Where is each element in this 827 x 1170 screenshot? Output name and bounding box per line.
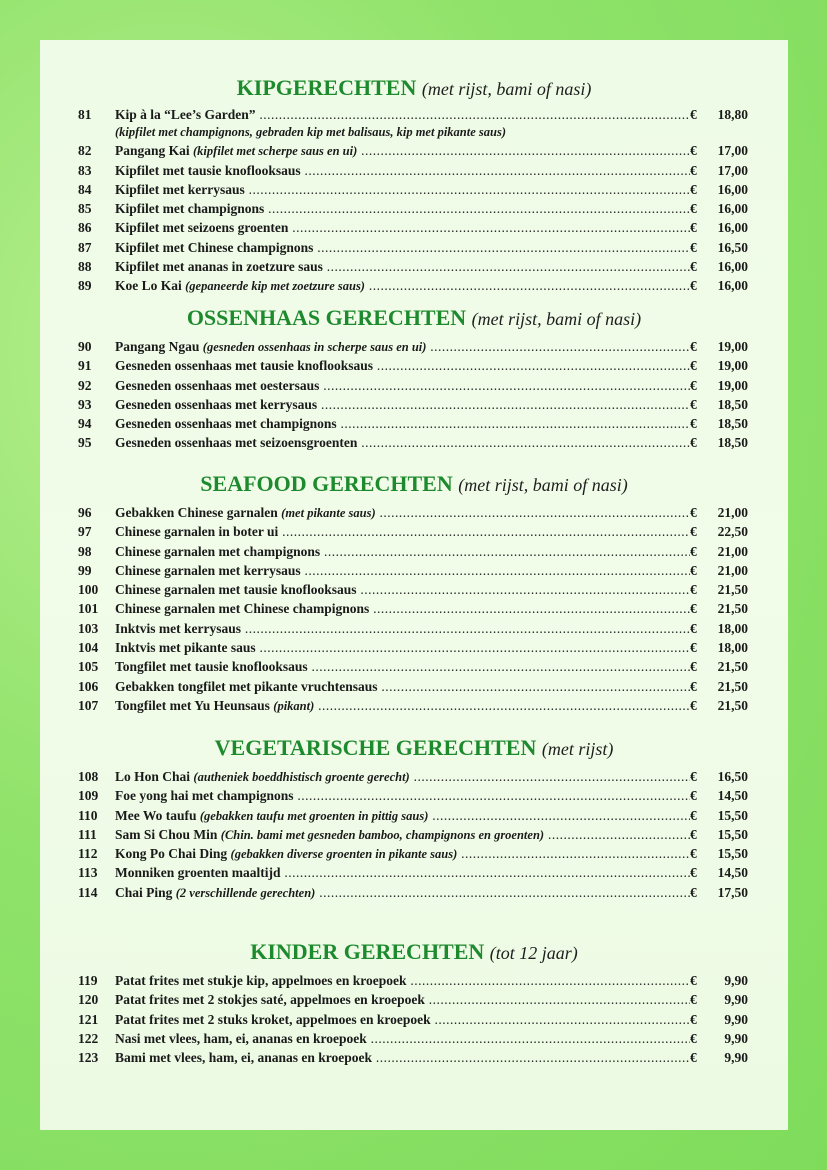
menu-item [40,376,788,395]
item-name: Nasi met vlees, ham, ei, ananas en kroepoek ..... [115,1029,690,1048]
item-price: 16,50 [717,239,748,255]
item-price: 9,90 [724,1011,748,1027]
menu-item [40,806,788,825]
item-name: Kipfilet met tausie knoflooksaus ..... [115,161,690,180]
item-number: 106 [78,678,99,694]
item-number: 122 [78,1030,99,1046]
item-number: 82 [78,143,92,159]
item-price: 21,50 [717,678,748,694]
menu-item [40,825,788,844]
item-number: 121 [78,1011,99,1027]
item-price: 14,50 [717,865,748,881]
item-price: 16,00 [717,201,748,217]
item-number: 94 [78,416,92,432]
item-price: 9,90 [724,973,748,988]
item-name: Kipfilet met Chinese champignons ..... [115,238,690,257]
currency: € [690,1030,697,1046]
currency: € [690,162,697,178]
currency: € [690,435,697,451]
item-name: Pangang Ngau (gesneden ossenhaas in scherpe saus en ui) ..... [115,337,690,357]
section-kipgerechten [40,74,788,296]
menu-item [40,276,788,295]
currency: € [690,620,697,636]
section-ossenhaas [40,304,788,453]
item-name: Lo Hon Chai (autheniek boeddhistisch groente gerecht) ..... [115,767,690,787]
section-subtitle: (met rijst, bami of nasi) [458,475,628,495]
item-number: 95 [78,435,92,451]
item-number: 84 [78,181,92,197]
menu-item [40,696,788,715]
menu-item [40,542,788,561]
currency: € [690,678,697,694]
menu-item [40,767,788,786]
currency: € [690,339,697,354]
item-name: Gebakken tongfilet met pikante vruchtensaus ..... [115,677,690,696]
item-number: 110 [78,807,98,823]
menu-item [40,199,788,218]
menu-item [40,619,788,638]
item-description: (gebakken taufu met groenten in pittig saus) [199,808,429,823]
item-name: Chai Ping (2 verschillende gerechten) ..... [115,883,690,903]
item-description: (gebakken diverse groenten in pikante saus) [230,847,458,862]
menu-item [40,990,788,1009]
item-price: 21,50 [717,582,748,598]
item-number: 89 [78,278,92,294]
currency: € [690,846,697,862]
item-price: 18,50 [717,396,748,412]
item-name: Kipfilet met champignons ..... [115,199,690,218]
menu-item [40,863,788,882]
currency: € [690,416,697,432]
currency: € [690,1050,697,1066]
item-price: 15,50 [717,846,748,862]
item-number: 101 [78,601,99,617]
currency: € [690,107,697,122]
section-subtitle: (met rijst, bami of nasi) [471,309,642,329]
item-number: 85 [78,201,92,217]
item-name: Monniken groenten maaltijd ..... [115,863,690,882]
menu-item [40,883,788,902]
item-price: 21,50 [717,601,748,617]
item-price: 19,00 [717,358,748,374]
item-price: 21,50 [717,697,748,713]
item-description: (Chin. bami met gesneden bamboo, champignons en groenten) [220,827,545,842]
item-number: 109 [78,788,99,804]
item-number: 100 [78,582,99,598]
menu-item [40,257,788,276]
currency: € [690,865,697,881]
item-number: 86 [78,220,92,236]
currency: € [690,543,697,559]
currency: € [690,358,697,374]
item-name: Patat frites met 2 stuks kroket, appelmoes en kroepoek ..... [115,1010,690,1029]
section-heading [40,938,788,967]
item-price: 18,00 [717,640,748,656]
section-subtitle: (tot 12 jaar) [489,943,578,963]
menu-item [40,599,788,618]
menu-item [40,356,788,375]
currency: € [690,562,697,578]
item-number: 113 [78,865,98,881]
item-number: 108 [78,769,99,784]
currency: € [690,259,697,275]
menu-item [40,141,788,160]
menu-item [40,433,788,452]
item-price: 21,50 [717,659,748,675]
item-description: (met pikante saus) [281,506,376,520]
menu-item [40,786,788,805]
item-price: 16,50 [717,769,748,784]
currency: € [690,601,697,617]
section-seafood [40,470,788,715]
item-price: 21,00 [717,543,748,559]
item-name: Chinese garnalen in boter ui ..... [115,522,690,541]
item-name: Chinese garnalen met Chinese champignons ..... [115,599,690,618]
currency: € [690,640,697,656]
item-price: 16,00 [717,220,748,236]
item-name: Kipfilet met kerrysaus ..... [115,180,690,199]
item-name: Sam Si Chou Min (Chin. bami met gesneden bamboo, champignons en groenten) ..... [115,825,690,845]
item-price: 18,00 [717,620,748,636]
menu-item [40,1048,788,1067]
menu-item [40,971,788,990]
item-name: Chinese garnalen met kerrysaus ..... [115,561,690,580]
currency: € [690,884,697,900]
item-price: 17,00 [717,143,748,159]
item-description: (autheniek boeddhistisch groente gerecht) [193,770,410,784]
currency: € [690,181,697,197]
section-subtitle: (met rijst) [541,739,614,759]
item-number: 96 [78,505,92,520]
item-price: 16,00 [717,259,748,275]
item-name: Gesneden ossenhaas met champignons ..... [115,414,690,433]
item-name: Patat frites met stukje kip, appelmoes en kroepoek ..... [115,971,690,990]
item-name: Koe Lo Kai (gepaneerde kip met zoetzure saus) ..... [115,276,690,296]
item-description: (gesneden ossenhaas in scherpe saus en ui) [202,340,427,354]
item-number: 107 [78,697,99,713]
item-price: 18,50 [717,416,748,432]
item-name: Mee Wo taufu (gebakken taufu met groenten in pittig saus) ..... [115,806,690,826]
currency: € [690,992,697,1008]
item-number: 91 [78,358,92,374]
item-number: 97 [78,524,92,540]
item-name: Gesneden ossenhaas met kerrysaus ..... [115,395,690,414]
item-price: 14,50 [717,788,748,804]
menu-item [40,638,788,657]
item-name: Chinese garnalen met champignons ..... [115,542,690,561]
currency: € [690,278,697,294]
section-vegetarische [40,734,788,902]
item-number: 111 [78,826,97,842]
menu-item [40,657,788,676]
section-title: OSSENHAAS GERECHTEN [186,305,467,330]
item-number: 120 [78,992,99,1008]
item-description: (kipfilet met scherpe saus en ui) [193,144,358,159]
currency: € [690,201,697,217]
item-price: 21,00 [717,505,748,520]
item-price: 16,00 [717,181,748,197]
currency: € [690,524,697,540]
menu-item [40,522,788,541]
currency: € [690,1011,697,1027]
currency: € [690,377,697,393]
item-number: 83 [78,162,92,178]
section-heading [40,74,788,103]
currency: € [690,239,697,255]
menu-item [40,161,788,180]
item-note: (kipfilet met champignons, gebraden kip met balisaus, kip met pikante saus) [115,125,506,140]
item-number: 103 [78,620,99,636]
item-name: Chinese garnalen met tausie knoflooksaus ..... [115,580,690,599]
menu-item [40,1010,788,1029]
currency: € [690,973,697,988]
item-name: Gesneden ossenhaas met oestersaus ..... [115,376,690,395]
item-number: 105 [78,659,99,675]
currency: € [690,505,697,520]
item-price: 17,00 [717,162,748,178]
menu-item [40,1029,788,1048]
menu-item [40,414,788,433]
menu-item [40,238,788,257]
currency: € [690,220,697,236]
item-description: (pikant) [273,698,315,713]
item-number: 87 [78,239,92,255]
item-name: Tongfilet met Yu Heunsaus (pikant) ..... [115,696,690,716]
item-number: 98 [78,543,92,559]
currency: € [690,396,697,412]
item-name: Pangang Kai (kipfilet met scherpe saus en ui) ..... [115,141,690,161]
item-name: Kipfilet met ananas in zoetzure saus ..... [115,257,690,276]
currency: € [690,826,697,842]
item-number: 119 [78,973,98,988]
menu-item [40,395,788,414]
item-number: 114 [78,884,98,900]
item-price: 15,50 [717,807,748,823]
currency: € [690,143,697,159]
item-name: Gesneden ossenhaas met seizoensgroenten ..... [115,433,690,452]
currency: € [690,788,697,804]
item-number: 123 [78,1050,99,1066]
section-title: KIPGERECHTEN [236,75,417,100]
menu-item [40,580,788,599]
item-name: Gebakken Chinese garnalen (met pikante saus) ..... [115,503,690,523]
item-price: 15,50 [717,826,748,842]
item-price: 17,50 [717,884,748,900]
item-name: Kong Po Chai Ding (gebakken diverse groenten in pikante saus) ..... [115,844,690,864]
item-number: 93 [78,396,92,412]
section-kinder [40,938,788,1067]
item-price: 9,90 [724,992,748,1008]
menu-item [40,561,788,580]
currency: € [690,697,697,713]
menu-item [40,844,788,863]
item-number: 81 [78,107,92,122]
section-title: KINDER GERECHTEN [250,939,485,964]
item-price: 9,90 [724,1050,748,1066]
item-number: 90 [78,339,92,354]
section-heading [40,734,788,763]
section-heading [40,304,788,333]
item-number: 99 [78,562,92,578]
menu-item [40,677,788,696]
item-name: Kip à la “Lee’s Garden” ..... [115,105,690,124]
menu-item [40,180,788,199]
item-price: 16,00 [717,278,748,294]
item-name: Gesneden ossenhaas met tausie knoflooksaus ..... [115,356,690,375]
item-price: 18,80 [717,107,748,122]
item-number: 88 [78,259,92,275]
item-name: Bami met vlees, ham, ei, ananas en kroepoek ..... [115,1048,690,1067]
currency: € [690,659,697,675]
item-name: Tongfilet met tausie knoflooksaus ..... [115,657,690,676]
currency: € [690,769,697,784]
item-description: (2 verschillende gerechten) [175,885,316,900]
currency: € [690,807,697,823]
item-description: (gepaneerde kip met zoetzure saus) [185,279,365,294]
menu-item [40,218,788,237]
item-name: Inktvis met kerrysaus ..... [115,619,690,638]
item-name: Patat frites met 2 stokjes saté, appelmoes en kroepoek ..... [115,990,690,1009]
section-title: VEGETARISCHE GERECHTEN [214,735,537,760]
item-price: 19,00 [717,377,748,393]
item-number: 112 [78,846,98,862]
currency: € [690,582,697,598]
item-price: 9,90 [724,1030,748,1046]
menu-item [40,105,788,124]
section-subtitle: (met rijst, bami of nasi) [421,79,592,99]
menu-item [40,503,788,522]
item-number: 92 [78,377,92,393]
item-name: Foe yong hai met champignons ..... [115,786,690,805]
item-price: 19,00 [717,339,748,354]
item-number: 104 [78,640,99,656]
section-title: SEAFOOD GERECHTEN [200,471,453,496]
item-name: Kipfilet met seizoens groenten ..... [115,218,690,237]
menu-page [40,40,788,1130]
menu-item [40,337,788,356]
item-price: 18,50 [717,435,748,451]
section-heading [40,470,788,499]
item-price: 22,50 [717,524,748,540]
item-price: 21,00 [717,562,748,578]
item-name: Inktvis met pikante saus ..... [115,638,690,657]
